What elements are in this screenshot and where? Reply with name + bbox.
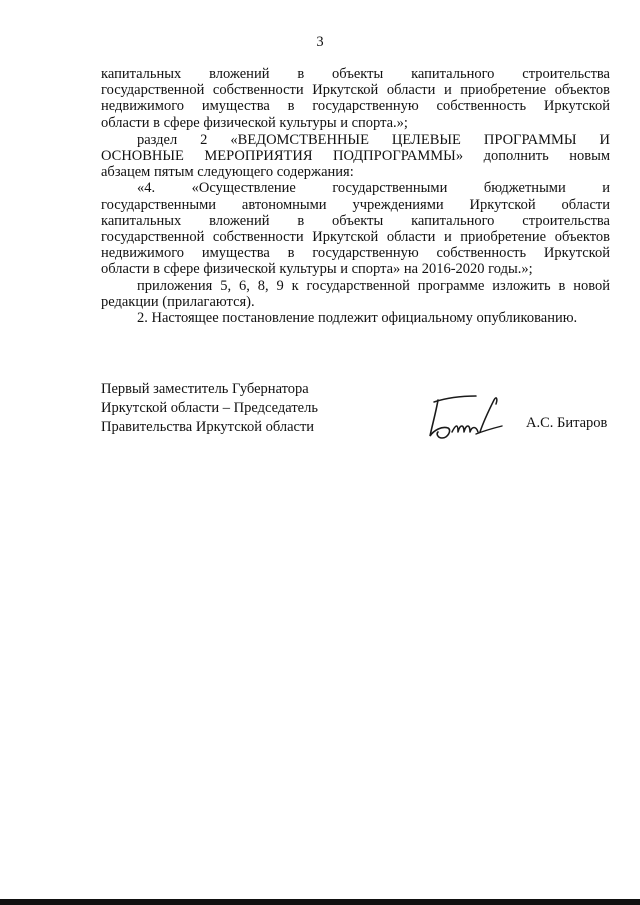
text-line: ОСНОВНЫЕ МЕРОПРИЯТИЯ ПОДПРОГРАММЫ» дополнить новым — [101, 148, 610, 165]
text-line: раздел 2 «ВЕДОМСТВЕННЫЕ ЦЕЛЕВЫЕ ПРОГРАММЫ И — [137, 131, 610, 148]
signer-name: А.С. Битаров — [526, 415, 608, 431]
text-line: области в сфере физической культуры и спорта.»; — [101, 114, 408, 131]
text-line: 2. Настоящее постановление подлежит официальному опубликованию. — [137, 310, 578, 327]
text-line: государственной собственности Иркутской области и приобретение объектов — [101, 82, 610, 99]
position-line: Правительства Иркутской области — [101, 419, 315, 435]
signatory-position — [101, 380, 318, 437]
text-line: абзацем пятым следующего содержания: — [101, 164, 354, 181]
text-line: «4. «Осуществление государственными бюджетными и — [137, 180, 610, 197]
text-line: государственными автономными учреждениями Иркутской области — [101, 196, 610, 213]
text-line: приложения 5, 6, 8, 9 к государственной программе изложить в новой — [137, 277, 610, 294]
position-line: Первый заместитель Губернатора — [101, 381, 309, 397]
text-line: редакции (прилагаются). — [101, 293, 255, 310]
text-line: недвижимого имущества в государственную собственность Иркутской — [101, 98, 610, 115]
page-number: 3 — [316, 34, 324, 50]
handwritten-signature — [424, 392, 504, 444]
text-line: области в сфере физической культуры и спорта» на 2016-2020 годы.»; — [101, 261, 533, 278]
scan-bottom-edge — [0, 899, 640, 905]
position-line: Иркутской области – Председатель — [101, 400, 318, 416]
text-line: капитальных вложений в объекты капитального строительства — [101, 66, 610, 82]
text-line: капитальных вложений в объекты капитального строительства — [101, 212, 610, 229]
body-text — [101, 66, 610, 326]
text-line: государственной собственности Иркутской области и приобретение объектов — [101, 229, 610, 246]
text-line: недвижимого имущества в государственную собственность Иркутской — [101, 245, 610, 262]
